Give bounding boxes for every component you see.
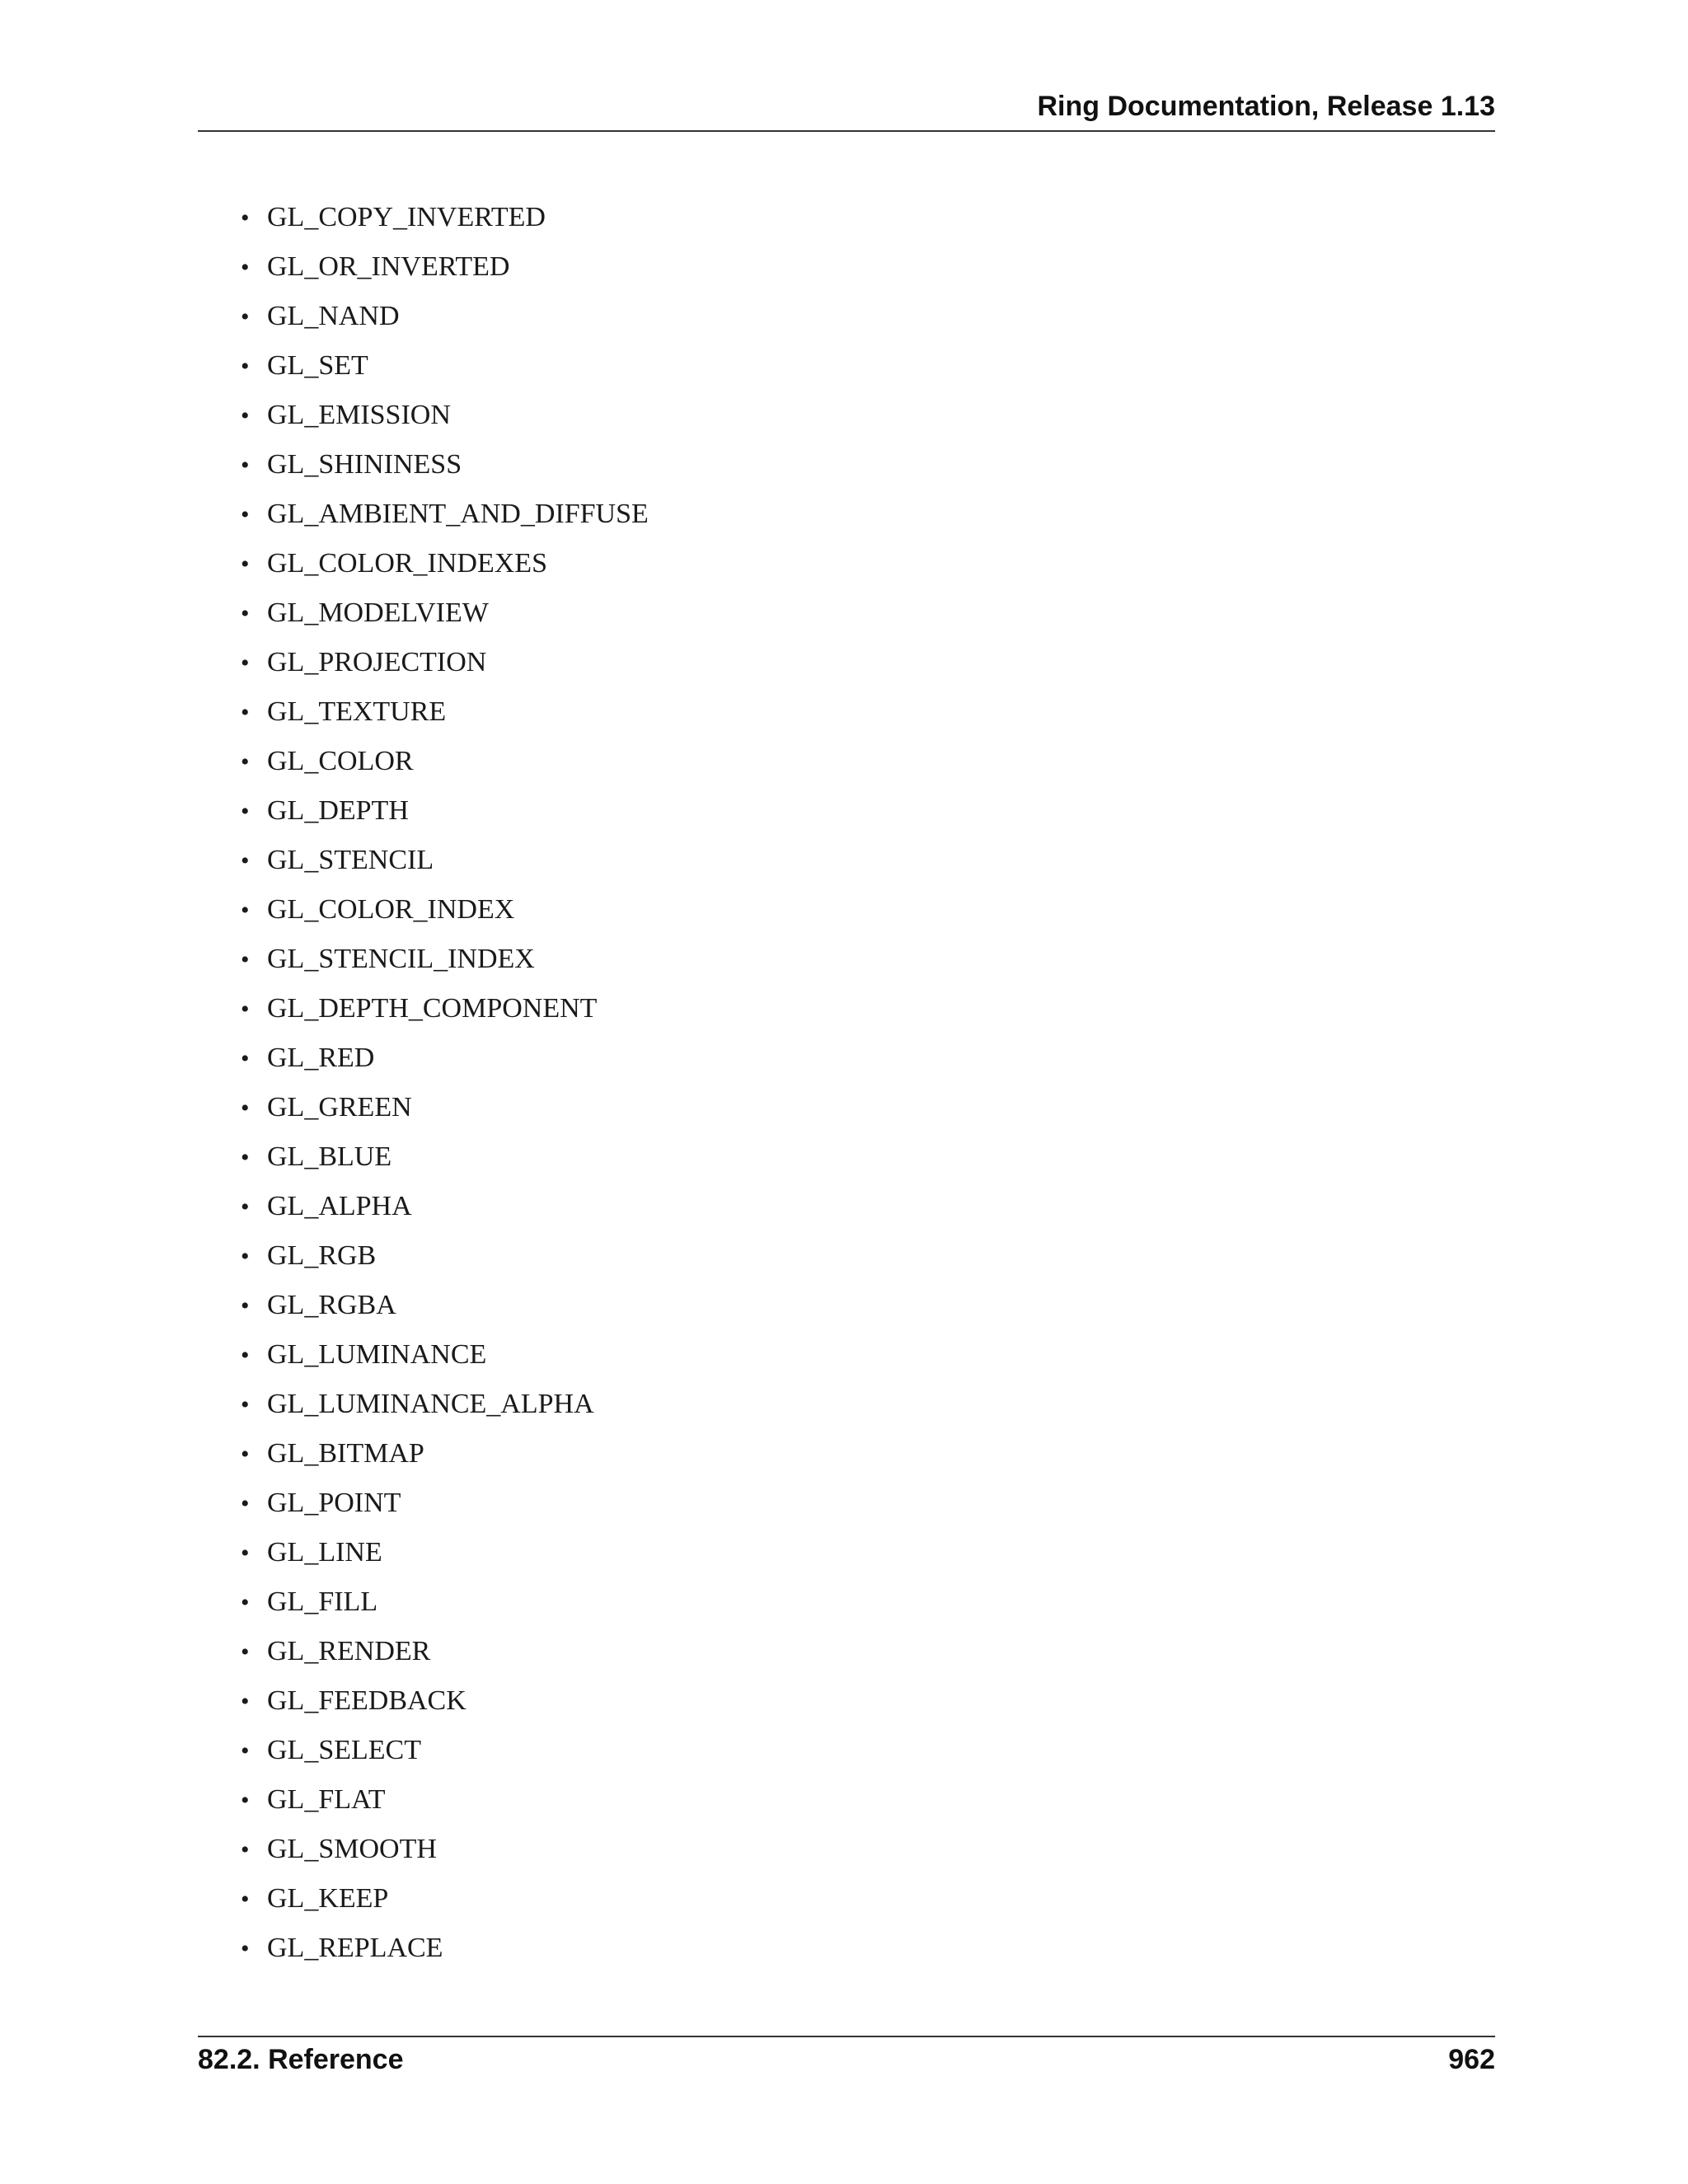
bullet-icon: • bbox=[241, 1737, 250, 1765]
bullet-icon: • bbox=[241, 946, 250, 973]
bullet-icon: • bbox=[241, 699, 250, 726]
list-item-text: GL_POINT bbox=[267, 1488, 401, 1518]
list-item-text: GL_MODELVIEW bbox=[267, 598, 489, 628]
list-item bbox=[241, 1528, 649, 1577]
list-item-text: GL_RGBA bbox=[267, 1290, 396, 1320]
list-item-text: GL_SET bbox=[267, 350, 368, 381]
bullet-icon: • bbox=[241, 1243, 250, 1270]
bullet-icon: • bbox=[241, 748, 250, 776]
document-title: Ring Documentation, Release 1.13 bbox=[1037, 91, 1495, 122]
list-item bbox=[241, 193, 649, 242]
bullet-icon: • bbox=[241, 1193, 250, 1221]
list-item bbox=[241, 984, 649, 1033]
list-item bbox=[241, 1874, 649, 1924]
bullet-icon: • bbox=[241, 1292, 250, 1319]
list-item-text: GL_EMISSION bbox=[267, 400, 451, 430]
list-item bbox=[241, 292, 649, 341]
bullet-icon: • bbox=[241, 1638, 250, 1666]
list-item bbox=[241, 687, 649, 737]
bullet-icon: • bbox=[241, 1490, 250, 1517]
bullet-icon: • bbox=[241, 897, 250, 924]
list-item-text: GL_SHININESS bbox=[267, 449, 462, 480]
bullet-icon: • bbox=[241, 1441, 250, 1468]
list-item-text: GL_STENCIL bbox=[267, 845, 434, 875]
list-item-text: GL_RED bbox=[267, 1043, 375, 1073]
bullet-icon: • bbox=[241, 452, 250, 479]
list-item bbox=[241, 1676, 649, 1726]
list-item bbox=[241, 1825, 649, 1874]
bullet-icon: • bbox=[241, 798, 250, 825]
list-item-text: GL_DEPTH bbox=[267, 795, 409, 826]
list-item bbox=[241, 1182, 649, 1231]
list-item-text: GL_RGB bbox=[267, 1240, 377, 1271]
bullet-icon: • bbox=[241, 303, 250, 330]
list-item bbox=[241, 1330, 649, 1380]
list-item bbox=[241, 1429, 649, 1479]
list-item-text: GL_SELECT bbox=[267, 1735, 421, 1765]
list-item bbox=[241, 1479, 649, 1528]
bullet-icon: • bbox=[241, 1045, 250, 1072]
list-item-text: GL_LINE bbox=[267, 1537, 382, 1568]
list-item bbox=[241, 1577, 649, 1627]
list-item-text: GL_COLOR_INDEXES bbox=[267, 548, 547, 579]
bullet-icon: • bbox=[241, 1836, 250, 1863]
list-item bbox=[241, 1775, 649, 1825]
page-header bbox=[198, 89, 1495, 132]
list-item bbox=[241, 242, 649, 292]
list-item-text: GL_LUMINANCE_ALPHA bbox=[267, 1389, 594, 1419]
list-item bbox=[241, 341, 649, 391]
list-item-text: GL_COLOR_INDEX bbox=[267, 894, 515, 925]
list-item bbox=[241, 440, 649, 490]
list-item bbox=[241, 1380, 649, 1429]
bullet-icon: • bbox=[241, 1589, 250, 1616]
list-item bbox=[241, 1281, 649, 1330]
bullet-icon: • bbox=[241, 1935, 250, 1962]
list-item-text: GL_KEEP bbox=[267, 1883, 389, 1914]
bullet-icon: • bbox=[241, 551, 250, 578]
bullet-icon: • bbox=[241, 996, 250, 1023]
list-item-text: GL_SMOOTH bbox=[267, 1834, 437, 1864]
bullet-icon: • bbox=[241, 1540, 250, 1567]
list-item-text: GL_LUMINANCE bbox=[267, 1339, 487, 1370]
bullet-icon: • bbox=[241, 600, 250, 627]
list-item-text: GL_COLOR bbox=[267, 746, 414, 776]
bullet-icon: • bbox=[241, 1787, 250, 1814]
list-item-text: GL_FEEDBACK bbox=[267, 1685, 467, 1716]
list-item bbox=[241, 638, 649, 687]
list-item bbox=[241, 836, 649, 885]
list-item bbox=[241, 1627, 649, 1676]
list-item bbox=[241, 786, 649, 836]
list-item bbox=[241, 1083, 649, 1132]
list-item-text: GL_AMBIENT_AND_DIFFUSE bbox=[267, 499, 649, 529]
bullet-icon: • bbox=[241, 1391, 250, 1418]
list-item bbox=[241, 1924, 649, 1973]
bullet-icon: • bbox=[241, 353, 250, 380]
list-item-text: GL_REPLACE bbox=[267, 1933, 443, 1963]
bullet-icon: • bbox=[241, 1886, 250, 1913]
bullet-icon: • bbox=[241, 1094, 250, 1122]
list-item bbox=[241, 1231, 649, 1281]
list-item-text: GL_DEPTH_COMPONENT bbox=[267, 993, 598, 1024]
list-item-text: GL_FLAT bbox=[267, 1784, 386, 1815]
bullet-icon: • bbox=[241, 1342, 250, 1369]
list-item-text: GL_OR_INVERTED bbox=[267, 251, 510, 282]
list-item bbox=[241, 539, 649, 588]
list-item bbox=[241, 885, 649, 935]
list-item-text: GL_BLUE bbox=[267, 1141, 392, 1172]
list-item bbox=[241, 1132, 649, 1182]
list-item-text: GL_NAND bbox=[267, 301, 400, 331]
list-item bbox=[241, 1726, 649, 1775]
section-label: 82.2. Reference bbox=[198, 2044, 404, 2075]
list-item-text: GL_GREEN bbox=[267, 1092, 412, 1122]
bullet-icon: • bbox=[241, 847, 250, 874]
list-item-text: GL_STENCIL_INDEX bbox=[267, 944, 535, 974]
bullet-icon: • bbox=[241, 204, 250, 232]
list-item bbox=[241, 1033, 649, 1083]
bullet-icon: • bbox=[241, 1144, 250, 1171]
list-item-text: GL_BITMAP bbox=[267, 1438, 424, 1469]
list-item bbox=[241, 391, 649, 440]
list-item-text: GL_FILL bbox=[267, 1586, 378, 1617]
list-item bbox=[241, 737, 649, 786]
list-item bbox=[241, 490, 649, 539]
page-number: 962 bbox=[1448, 2044, 1495, 2075]
list-item-text: GL_RENDER bbox=[267, 1636, 431, 1666]
list-item-text: GL_ALPHA bbox=[267, 1191, 412, 1221]
bullet-icon: • bbox=[241, 254, 250, 281]
list-item bbox=[241, 588, 649, 638]
list-item-text: GL_COPY_INVERTED bbox=[267, 202, 546, 232]
bullet-icon: • bbox=[241, 649, 250, 677]
list-item-text: GL_TEXTURE bbox=[267, 696, 447, 727]
list-item bbox=[241, 935, 649, 984]
page-footer bbox=[198, 2036, 1495, 2075]
bullet-icon: • bbox=[241, 402, 250, 429]
list-item-text: GL_PROJECTION bbox=[267, 647, 487, 677]
bullet-icon: • bbox=[241, 1688, 250, 1715]
bullet-icon: • bbox=[241, 501, 250, 528]
constant-list bbox=[241, 193, 649, 1973]
